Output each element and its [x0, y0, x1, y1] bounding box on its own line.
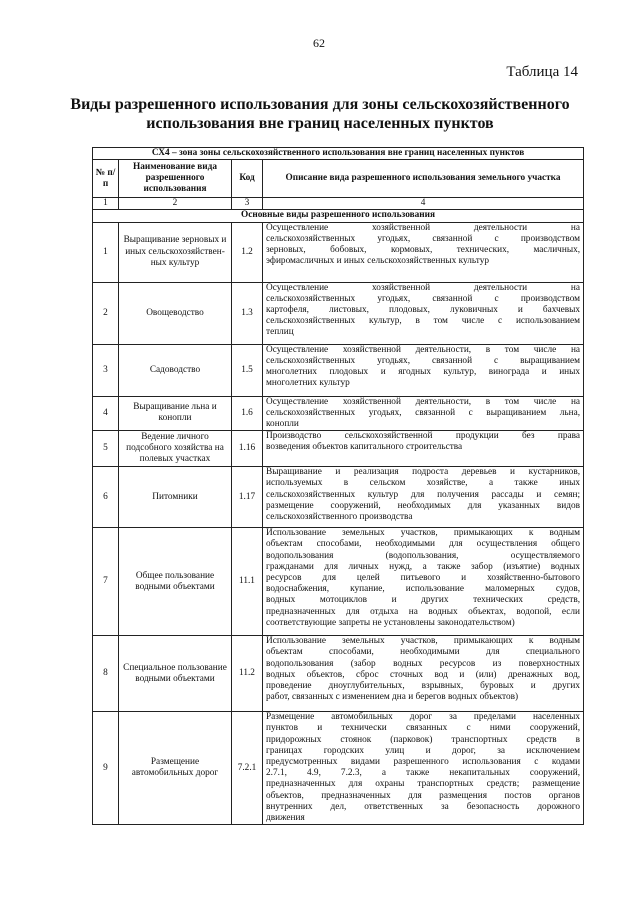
- table-row: [93, 431, 584, 467]
- use-name: Размещение автомобильных дорог: [119, 712, 232, 825]
- description-line: картофеля, листовых, плодовых, луковичных и бахчевых: [266, 305, 581, 316]
- description-line: предусмотренных видами разрешенного использования с кодами: [266, 757, 581, 768]
- description-line: Производство сельскохозяйственной продукции без права: [266, 431, 581, 442]
- description-line: Выращивание и реализация подроста деревьев и кустарников,: [266, 467, 581, 478]
- description-line: предназначенных для охраны транспортных средств; размещение: [266, 779, 581, 790]
- table-row: [93, 222, 584, 282]
- description-line: размещение сооружений, необходимых для указанных видов: [266, 500, 581, 511]
- use-description: [263, 344, 584, 396]
- use-name: Выращивание зерновых и иных сельскохозяйствен-ных культур: [119, 222, 232, 282]
- row-number: 3: [93, 344, 119, 396]
- page-number: 62: [313, 36, 325, 50]
- description-line: сельскохозяйственных культур, в том числе с использованием: [266, 316, 581, 327]
- zone-header: СХ4 – зона зоны сельскохозяйственного использования вне границ населенных пунктов: [93, 148, 584, 160]
- description-line: сельскохозяйственных угодьях, связанной с выращиванием льна,: [266, 407, 581, 418]
- use-name: Садоводство: [119, 344, 232, 396]
- description-line: ресурсов для целей питьевого и хозяйственно-бытового: [266, 573, 581, 584]
- column-number-1: 1: [93, 198, 119, 210]
- document-title: [60, 95, 580, 133]
- use-name: Питомники: [119, 467, 232, 528]
- title-line-2: использования вне границ населенных пунктов: [146, 115, 494, 132]
- description-line: Осуществление хозяйственной деятельности, в том числе на: [266, 396, 581, 407]
- description-line: эфиромасличных и иных сельскохозяйственных культур: [266, 256, 489, 267]
- table-row: [93, 712, 584, 825]
- use-code: 1.2: [232, 222, 263, 282]
- description-line: возведения объектов капитального строительства: [266, 442, 463, 453]
- row-number: 4: [93, 396, 119, 431]
- table-label: Таблица 14: [506, 64, 578, 80]
- description-line: движения: [266, 813, 305, 824]
- use-code: 1.5: [232, 344, 263, 396]
- use-code: 11.2: [232, 636, 263, 712]
- description-line: предназначенных для отдыха на водных объектах, водопой, если: [266, 606, 581, 617]
- table-row: [93, 467, 584, 528]
- section-header: Основные виды разрешенного использования: [93, 210, 584, 222]
- use-description: [263, 528, 584, 636]
- table-row: [93, 396, 584, 431]
- use-code: 1.17: [232, 467, 263, 528]
- use-description: [263, 636, 584, 712]
- description-line: сельскохозяйственных угодьях, связанной с производством: [266, 233, 581, 244]
- use-description: [263, 282, 584, 344]
- description-line: водопользования (забор водных ресурсов из поверхностных: [266, 658, 581, 669]
- use-code: 7.2.1: [232, 712, 263, 825]
- description-line: придорожных стоянок (парковок) транспортных средств в: [266, 734, 581, 745]
- description-line: внутренних дел, ответственных за безопасность дорожного: [266, 801, 581, 812]
- row-number: 8: [93, 636, 119, 712]
- permitted-use-table: [92, 147, 584, 825]
- use-name: Специальное пользование водными объектами: [119, 636, 232, 712]
- use-code: 11.1: [232, 528, 263, 636]
- description-line: сельскохозяйственного производства: [266, 512, 413, 523]
- description-line: водоснабжения, купание, использование маломерных судов,: [266, 584, 581, 595]
- use-code: 1.3: [232, 282, 263, 344]
- description-line: водных мотоциклов и других технических средств,: [266, 595, 581, 606]
- description-line: Использование земельных участков, примыкающих к водным: [266, 636, 581, 647]
- description-line: водных объектов, сброс сточных вод и (или) дренажных вод,: [266, 669, 581, 680]
- description-line: объектов, предназначенных для размещения постов органов: [266, 790, 581, 801]
- row-number: 6: [93, 467, 119, 528]
- description-line: соответствующие запреты не установлены законодательством): [266, 617, 515, 628]
- description-line: Осуществление хозяйственной деятельности на: [266, 222, 581, 233]
- use-code: 1.16: [232, 431, 263, 467]
- description-line: водопользования (водопользования, осуществляемого: [266, 550, 581, 561]
- title-line-1: Виды разрешенного использования для зоны сельскохозяйственного: [70, 96, 570, 113]
- description-line: Осуществление хозяйственной деятельности на: [266, 282, 581, 293]
- description-line: Использование земельных участков, примыкающих к водным: [266, 528, 581, 539]
- description-line: конопли: [266, 419, 299, 430]
- description-line: объектам способами, необходимыми для специального: [266, 647, 581, 658]
- use-name: Овощеводство: [119, 282, 232, 344]
- description-line: работ, связанных с изменением дна и берегов водных объектов): [266, 692, 519, 703]
- description-line: границах городских улиц и дорог, за исключением: [266, 745, 581, 756]
- column-number-3: 3: [232, 198, 263, 210]
- column-number-2: 2: [119, 198, 232, 210]
- description-line: многолетних культур: [266, 378, 350, 389]
- use-name: Ведение личного подсобного хозяйства на полевых участках: [119, 431, 232, 467]
- use-name: Выращивание льна и конопли: [119, 396, 232, 431]
- description-line: объектам способами, необходимыми для осуществления общего: [266, 539, 581, 550]
- description-line: сельскохозяйственных культур для получения рассады и семян;: [266, 489, 581, 500]
- use-name: Общее пользование водными объектами: [119, 528, 232, 636]
- description-line: теплиц: [266, 327, 294, 338]
- row-number: 9: [93, 712, 119, 825]
- use-description: [263, 467, 584, 528]
- description-line: Осуществление хозяйственной деятельности, в том числе на: [266, 344, 581, 355]
- row-number: 7: [93, 528, 119, 636]
- column-header-num: № п/п: [93, 160, 119, 198]
- table-row: [93, 636, 584, 712]
- row-number: 1: [93, 222, 119, 282]
- description-line: многолетних плодовых и ягодных культур, винограда и иных: [266, 367, 581, 378]
- use-description: [263, 712, 584, 825]
- use-description: [263, 396, 584, 431]
- description-line: пунктов и технически связанных с ними сооружений,: [266, 723, 581, 734]
- column-number-4: 4: [263, 198, 584, 210]
- description-line: Размещение автомобильных дорог за пределами населенных: [266, 712, 581, 723]
- description-line: сельскохозяйственных угодьях, связанной с производством: [266, 293, 581, 304]
- column-header-desc: Описание вида разрешенного использования земельного участка: [263, 160, 584, 198]
- description-line: гражданами для личных нужд, а также забор (изъятие) водных: [266, 561, 581, 572]
- column-header-name: Наименование вида разрешенного использования: [119, 160, 232, 198]
- description-line: зерновых, бобовых, кормовых, технических, масличных,: [266, 245, 581, 256]
- table-row: [93, 528, 584, 636]
- row-number: 2: [93, 282, 119, 344]
- row-number: 5: [93, 431, 119, 467]
- description-line: проведение дноуглубительных, взрывных, буровых и других: [266, 681, 581, 692]
- table-row: [93, 282, 584, 344]
- use-description: [263, 222, 584, 282]
- description-line: используемых в сельском хозяйстве, а также иных: [266, 478, 581, 489]
- column-header-code: Код: [232, 160, 263, 198]
- table-row: [93, 344, 584, 396]
- description-line: сельскохозяйственных угодьях, связанной с выращиванием: [266, 355, 581, 366]
- use-code: 1.6: [232, 396, 263, 431]
- description-line: 2.7.1, 4.9, 7.2.3, а также некапитальных сооружений,: [266, 768, 581, 779]
- use-description: [263, 431, 584, 467]
